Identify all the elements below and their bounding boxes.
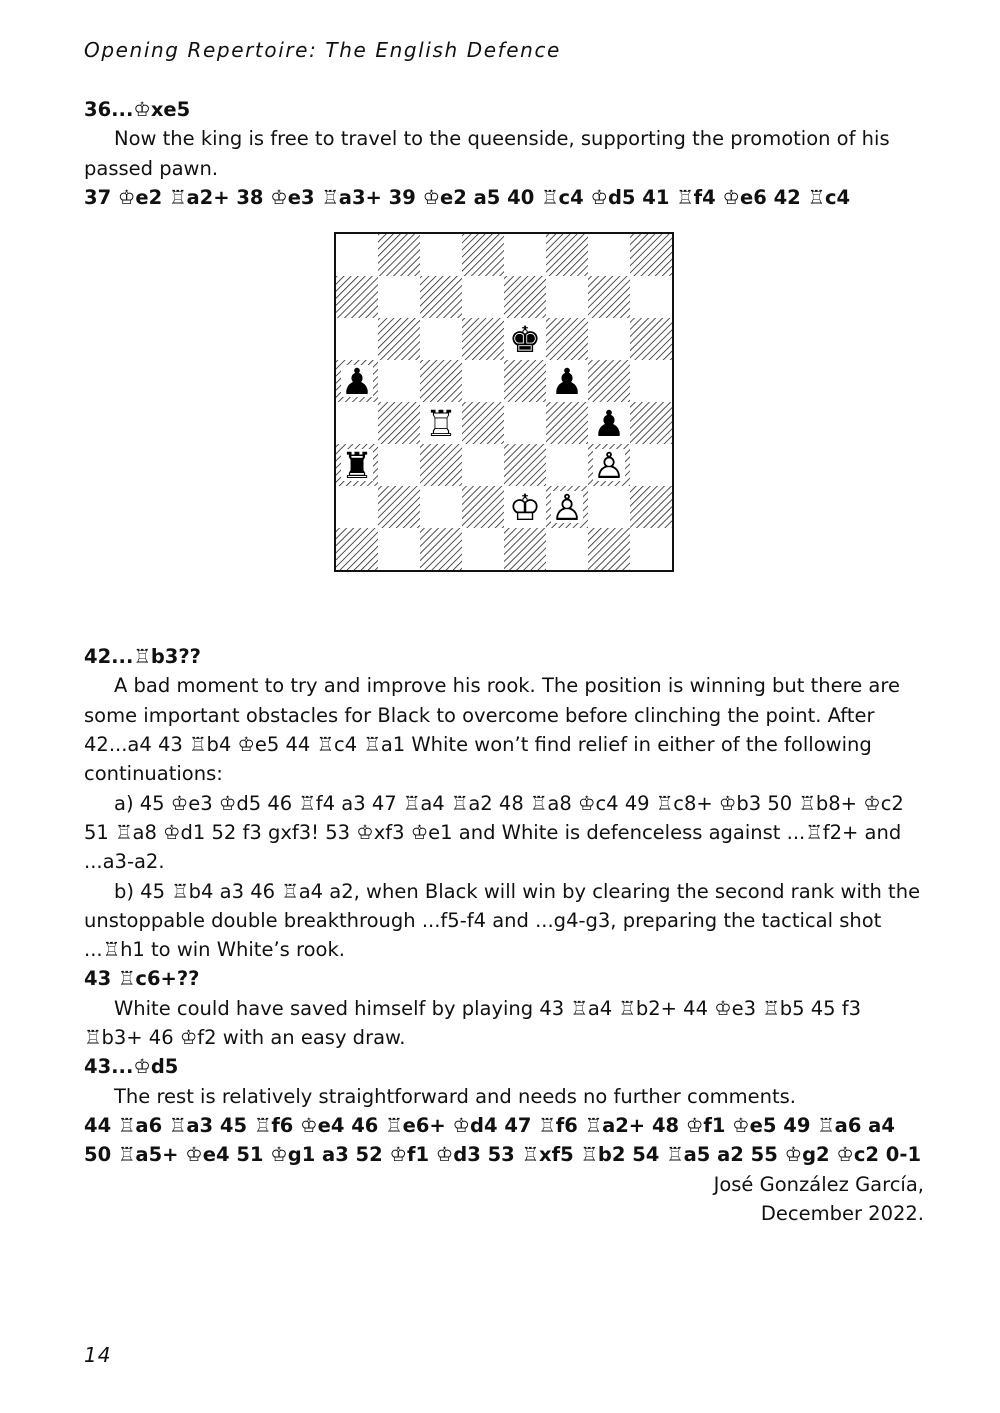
dark-square: [630, 234, 672, 276]
commentary-paragraph-6: The rest is relatively straightforward and needs no further comments.: [114, 1084, 796, 1108]
move-line-4: 43 ♖c6+??: [84, 967, 200, 991]
dark-square: [378, 486, 420, 528]
light-square: [462, 528, 504, 570]
commentary-paragraph-5: White could have saved himself by playing 43 ♖a4 ♖b2+ 44 ♔e3 ♖b5 45 f3 ♖b3+ 46 ♔f2 with an easy draw.: [84, 996, 862, 1050]
black-king-icon: ♚: [508, 320, 542, 362]
move-line-1: 36...♔xe5: [84, 98, 191, 121]
light-square: [630, 360, 672, 402]
light-square: [420, 486, 462, 528]
commentary-paragraph-4: b) 45 ♖b4 a3 46 ♖a4 a2, when Black will win by clearing the second rank with the unstoppable double breakthrough ...f5-f4 and ...g4-g3, preparing the tactical shot ...♖h1 to win White’s rook.: [84, 879, 921, 962]
page-number: 14: [84, 1343, 112, 1367]
move-line-5: 43...♔d5: [84, 1055, 179, 1079]
dark-square: [546, 318, 588, 360]
light-square: [378, 360, 420, 402]
light-square: [420, 318, 462, 360]
commentary-paragraph-2: A bad moment to try and improve his rook. The position is winning but there are some important obstacles for Black to overcome before clinching the point. After 42...a4 43 ♖b4 ♔e5 44 ♖c4 ♖a1 White won’t find relief in either of the following continuations:: [84, 674, 900, 786]
dark-square: [504, 276, 546, 318]
black-pawn-icon: ♟: [592, 404, 626, 446]
light-square: [336, 234, 378, 276]
board-svg: [336, 234, 672, 570]
light-square: [336, 486, 378, 528]
light-square: [420, 234, 462, 276]
page-content: [84, 95, 924, 1228]
light-square: [630, 276, 672, 318]
dark-square: [336, 528, 378, 570]
dark-square: [546, 402, 588, 444]
dark-square: [420, 528, 462, 570]
dark-square: [630, 486, 672, 528]
black-pawn-icon: ♟: [550, 362, 584, 404]
commentary-paragraph-1: Now the king is free to travel to the queenside, supporting the promotion of his passed pawn.: [84, 127, 890, 180]
dark-square: [378, 234, 420, 276]
dark-square: [336, 276, 378, 318]
chess-diagram: [84, 212, 924, 642]
light-square: [630, 528, 672, 570]
dark-square: [378, 402, 420, 444]
dark-square: [630, 402, 672, 444]
dark-square: [462, 318, 504, 360]
light-square: [378, 444, 420, 486]
light-square: [462, 276, 504, 318]
commentary-paragraph-3: a) 45 ♔e3 ♔d5 46 ♖f4 a3 47 ♖a4 ♖a2 48 ♖a8 ♔c4 49 ♖c8+ ♔b3 50 ♖b8+ ♔c2 51 ♖a8 ♔d1 52 f3 gxf3! 53 ♔xf3 ♔e1 and White is defenceless against ...♖f2+ and ...a3-a2.: [84, 791, 904, 874]
black-pawn-icon: ♟: [340, 362, 374, 404]
move-line-2: 37 ♔e2 ♖a2+ 38 ♔e3 ♖a3+ 39 ♔e2 a5 40 ♖c4 ♔d5 41 ♖f4 ♔e6 42 ♖c4: [84, 185, 851, 209]
dark-square: [504, 360, 546, 402]
running-header: Opening Repertoire: The English Defence: [84, 38, 561, 62]
dark-square: [420, 276, 462, 318]
dark-square: [588, 360, 630, 402]
dark-square: [588, 528, 630, 570]
white-pawn-icon: ♙: [592, 446, 626, 488]
light-square: [378, 528, 420, 570]
move-line-6: 44 ♖a6 ♖a3 45 ♖f6 ♔e4 46 ♖e6+ ♔d4 47 ♖f6 ♖a2+ 48 ♔f1 ♔e5 49 ♖a6 a4 50 ♖a5+ ♔e4 51 ♔g1 a3 52 ♔f1 ♔d3 53 ♖xf5 ♖b2 54 ♖a5 a2 55 ♔g2 ♔c2 0-1: [84, 1113, 922, 1167]
light-square: [504, 234, 546, 276]
white-king-icon: ♔: [508, 488, 542, 530]
light-square: [546, 528, 588, 570]
dark-square: [546, 234, 588, 276]
black-rook-icon: ♜: [340, 446, 374, 488]
light-square: [546, 276, 588, 318]
chess-board: [334, 232, 674, 572]
light-square: [504, 402, 546, 444]
signature-line-2: December 2022.: [760, 1201, 924, 1225]
light-square: [588, 318, 630, 360]
light-square: [462, 444, 504, 486]
light-square: [462, 360, 504, 402]
light-square: [336, 318, 378, 360]
light-square: [378, 276, 420, 318]
white-rook-icon: ♖: [424, 404, 458, 446]
dark-square: [630, 318, 672, 360]
dark-square: [504, 444, 546, 486]
signature-line-1: José González García,: [713, 1172, 924, 1196]
dark-square: [462, 486, 504, 528]
dark-square: [588, 276, 630, 318]
dark-square: [420, 360, 462, 402]
dark-square: [504, 528, 546, 570]
white-pawn-icon: ♙: [550, 488, 584, 530]
light-square: [546, 444, 588, 486]
move-line-3: 42...♖b3??: [84, 645, 201, 669]
light-square: [588, 486, 630, 528]
dark-square: [462, 234, 504, 276]
dark-square: [462, 402, 504, 444]
dark-square: [420, 444, 462, 486]
light-square: [630, 444, 672, 486]
light-square: [336, 402, 378, 444]
dark-square: [378, 318, 420, 360]
light-square: [588, 234, 630, 276]
